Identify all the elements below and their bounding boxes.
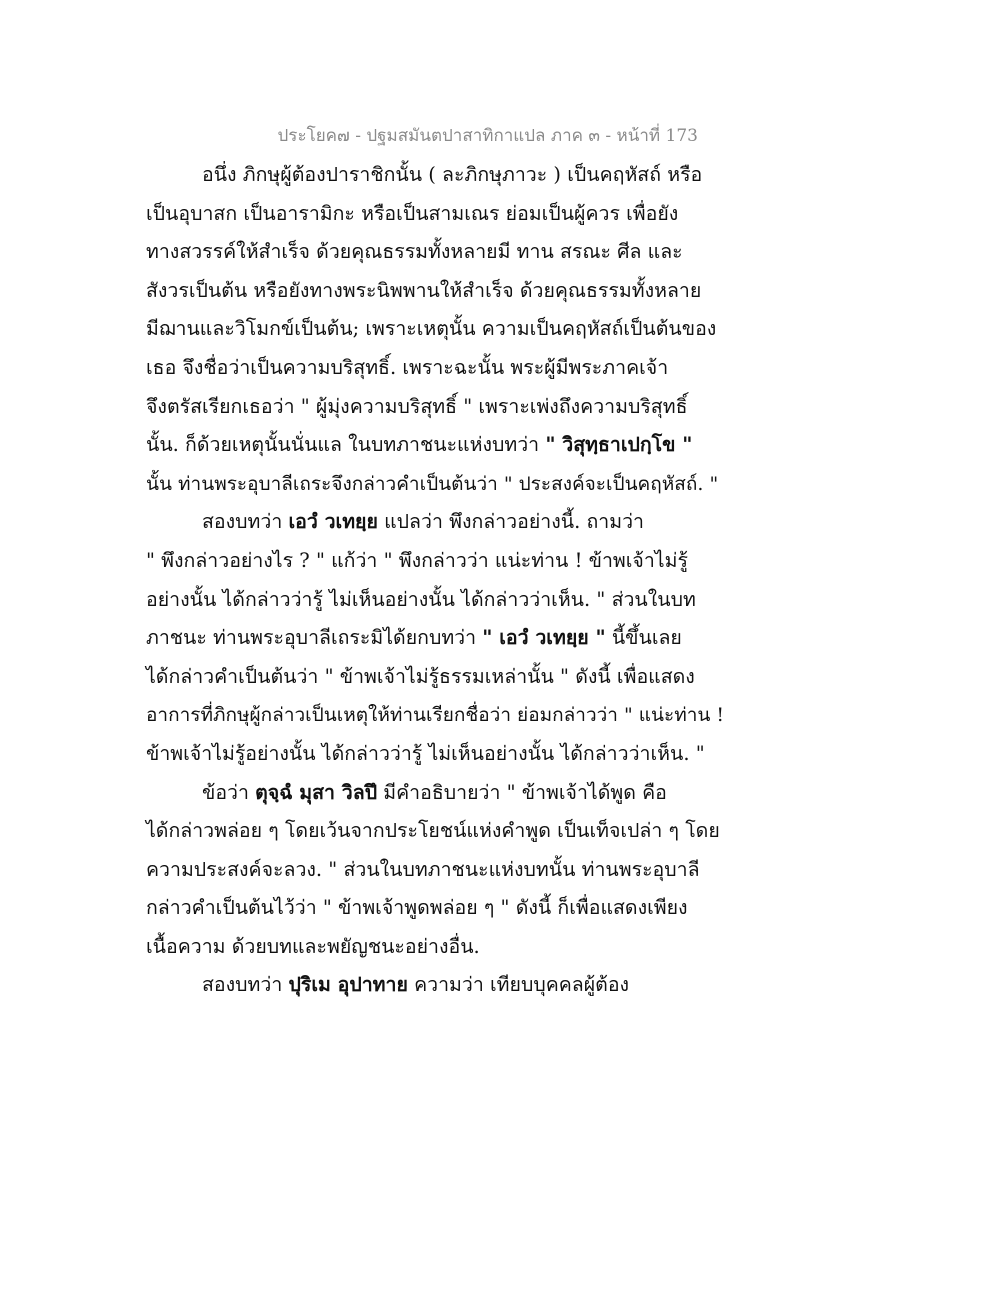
text-line: ความประสงค์จะลวง. " ส่วนในบทภาชนะแห่งบทนั้น ท่านพระอุบาลี <box>146 857 700 881</box>
text-line: ข้าพเจ้าไม่รู้อย่างนั้น ได้กล่าวว่ารู้ ไม่เห็นอย่างนั้น ได้กล่าวว่าเห็น. " <box>146 741 705 765</box>
text-line: สังวรเป็นต้น หรือยังทางพระนิพพานให้สำเร็จ ด้วยคุณธรรมทั้งหลาย <box>146 278 702 302</box>
pali-term: ปุริเม อุปาทาย <box>288 973 408 997</box>
text-line: สองบทว่า ปุริเม อุปาทาย ความว่า เทียบบุคคลผู้ต้อง <box>202 973 630 997</box>
pali-term: " วิสุทฺธาเปกฺโข " <box>545 433 693 457</box>
pali-term: เอวํ วเทยฺย <box>288 510 378 534</box>
text-line: จึงตรัสเรียกเธอว่า " ผู้มุ่งความบริสุทธิ์ " เพราะเพ่งถึงความบริสุทธิ์ <box>146 394 688 418</box>
text-line: อย่างนั้น ได้กล่าวว่ารู้ ไม่เห็นอย่างนั้น ได้กล่าวว่าเห็น. " ส่วนในบท <box>146 587 696 611</box>
text-line: เป็นอุบาสก เป็นอารามิกะ หรือเป็นสามเณร ย่อมเป็นผู้ควร เพื่อยัง <box>146 201 679 225</box>
text-line: อาการที่ภิกษุผู้กล่าวเป็นเหตุให้ท่านเรียกชื่อว่า ย่อมกล่าวว่า " แน่ะท่าน ! <box>146 704 725 727</box>
text-line: เธอ จึงชื่อว่าเป็นความบริสุทธิ์. เพราะฉะนั้น พระผู้มีพระภาคเจ้า <box>146 355 669 379</box>
text-line: ภาชนะ ท่านพระอุบาลีเถระมิได้ยกบทว่า " เอวํ วเทยฺย " นี้ขึ้นเลย <box>146 626 682 650</box>
text-line: กล่าวคำเป็นต้นไว้ว่า " ข้าพเจ้าพูดพล่อย ๆ " ดังนี้ ก็เพื่อแสดงเพียง <box>146 896 688 920</box>
pali-term: " เอวํ วเทยฺย " <box>482 626 606 650</box>
text-line: ข้อว่า ตุจฺฉํ มุสา วิลปึ มีคำอธิบายว่า " ข้าพเจ้าได้พูด คือ <box>202 780 667 804</box>
text-line: ทางสวรรค์ให้สำเร็จ ด้วยคุณธรรมทั้งหลายมี ทาน สรณะ ศีล และ <box>146 240 683 264</box>
text-line: ได้กล่าวคำเป็นต้นว่า " ข้าพเจ้าไม่รู้ธรรมเหล่านั้น " ดังนี้ เพื่อแสดง <box>146 664 695 688</box>
text-line: นั้น. ก็ด้วยเหตุนั้นนั่นแล ในบทภาชนะแห่งบทว่า " วิสุทฺธาเปกฺโข " <box>146 433 693 457</box>
text-line: มีฌานและวิโมกข์เป็นต้น; เพราะเหตุนั้น ความเป็นคฤหัสถ์เป็นต้นของ <box>146 317 717 341</box>
text-line: อนึ่ง ภิกษุผู้ต้องปาราชิกนั้น ( ละภิกษุภาวะ ) เป็นคฤหัสถ์ หรือ <box>202 163 703 186</box>
pali-term: ตุจฺฉํ มุสา วิลปึ <box>255 780 378 804</box>
running-header: ประโยค๗ - ปฐมสมันตปาสาทิกาแปล ภาค ๓ - หน้าที่ 173 <box>277 126 698 146</box>
text-line: " พึงกล่าวอย่างไร ? " แก้ว่า " พึงกล่าวว่า แน่ะท่าน ! ข้าพเจ้าไม่รู้ <box>146 548 688 572</box>
text-line: ได้กล่าวพล่อย ๆ โดยเว้นจากประโยชน์แห่งคำพูด เป็นเท็จเปล่า ๆ โดย <box>146 819 720 843</box>
text-line: นั้น ท่านพระอุบาลีเถระจึงกล่าวคำเป็นต้นว่า " ประสงค์จะเป็นคฤหัสถ์. " <box>146 472 719 495</box>
text-line: เนื้อความ ด้วยบทและพยัญชนะอย่างอื่น. <box>146 934 480 958</box>
body-text <box>146 156 726 1005</box>
text-line: สองบทว่า เอวํ วเทยฺย แปลว่า พึงกล่าวอย่างนี้. ถามว่า <box>202 510 644 534</box>
